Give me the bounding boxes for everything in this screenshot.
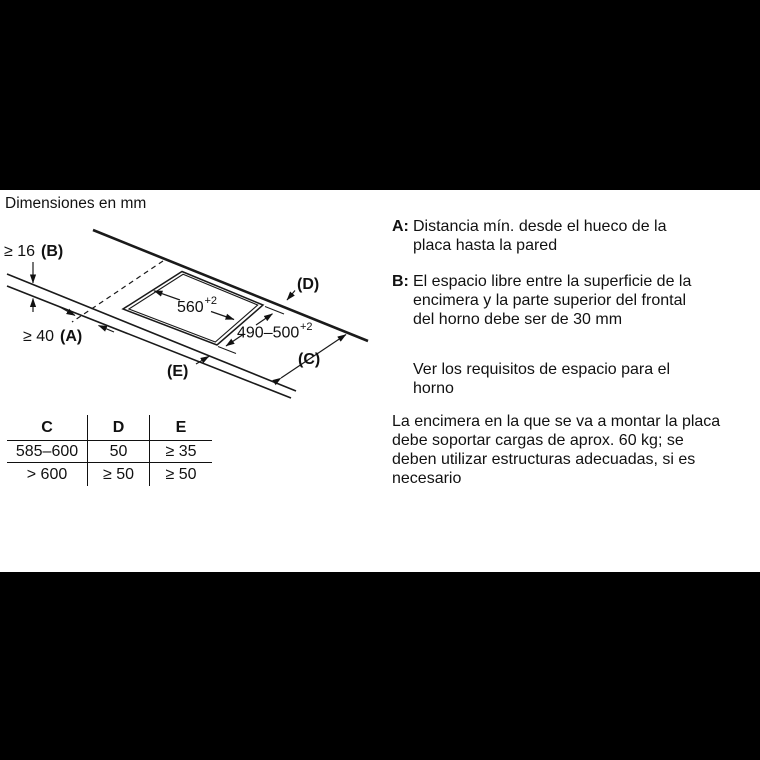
installation-diagram xyxy=(0,215,400,415)
oven-space-note: Ver los requisitos de espacio para el horno xyxy=(413,361,671,397)
ref-e-label: (E) xyxy=(167,363,189,380)
page-title: Dimensiones en mm xyxy=(5,195,147,212)
table-cell: ≥ 35 xyxy=(149,441,212,463)
table-cell: 50 xyxy=(87,441,149,463)
cutout-depth-value: 490–500 xyxy=(237,324,300,342)
note-a-text: Distancia mín. desde el hueco de la placa hasta la pared xyxy=(413,218,667,254)
table-cell: > 600 xyxy=(26,466,68,483)
cutout-width-tolerance: +2 xyxy=(204,295,218,307)
ref-b-label: (B) xyxy=(41,243,64,260)
table-cell: ≥ 50 xyxy=(87,463,149,486)
letterbox-bottom xyxy=(0,572,760,760)
thickness-dim-label: ≥ 16 xyxy=(4,243,36,260)
wall-gap-dim-label: ≥ 40 xyxy=(23,328,55,345)
letterbox-top xyxy=(0,0,760,190)
cutout-depth-tolerance: +2 xyxy=(300,321,313,333)
content-area xyxy=(0,190,760,572)
note-b-label: B: xyxy=(392,273,409,290)
note-b xyxy=(392,272,705,329)
worktop-back-edge-line xyxy=(93,230,368,341)
table-header-e: E xyxy=(149,415,212,441)
cutout-width-value: 560 xyxy=(177,299,204,316)
table-header-d: D xyxy=(87,415,149,441)
table-cell: 585–600 xyxy=(7,441,87,463)
ref-c-label: (C) xyxy=(298,351,321,368)
ref-a-label: (A) xyxy=(60,328,83,345)
table-header-c: C xyxy=(7,415,87,441)
ref-d-label: (D) xyxy=(297,276,320,293)
note-a xyxy=(392,217,705,255)
note-a-label: A: xyxy=(392,218,409,235)
note-b-text: El espacio libre entre la superficie de la encimera y la parte superior del frontal del horno debe ser de 30 mm xyxy=(413,273,692,328)
table-cell: ≥ 50 xyxy=(149,463,212,486)
worktop-load-note: La encimera en la que se va a montar la placa debe soportar cargas de aprox. 60 kg; se deben utilizar estructuras adecuadas, si es necesario xyxy=(392,413,721,487)
dimensions-table xyxy=(7,415,212,486)
